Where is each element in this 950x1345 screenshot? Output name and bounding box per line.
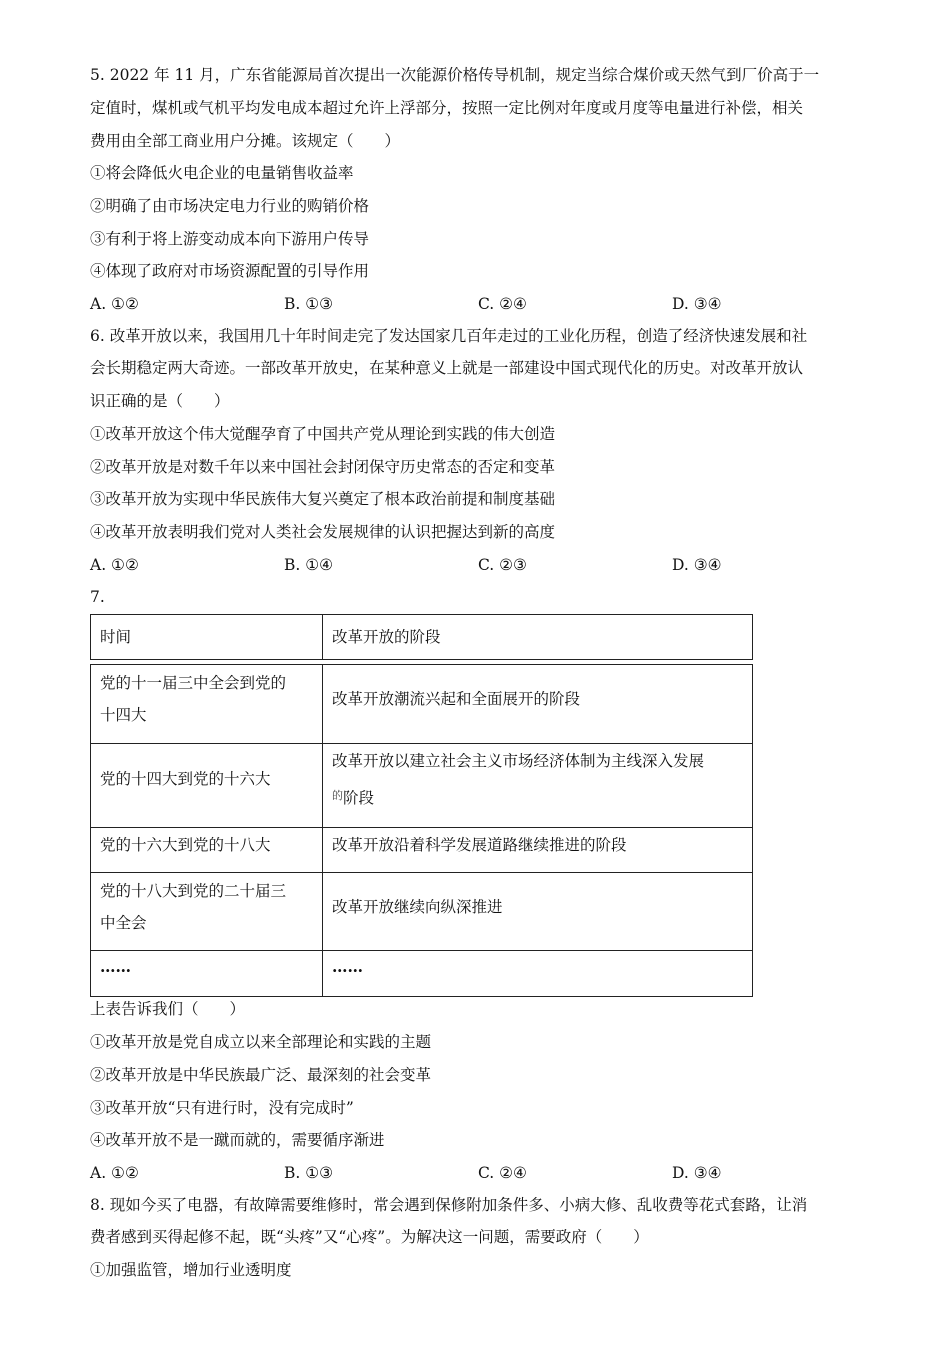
- q7-row1-time-line2: 十四大: [100, 706, 147, 724]
- table-row-divider: [91, 950, 752, 951]
- q8-item-1: ①加强监管，增加行业透明度: [90, 1261, 292, 1279]
- q7-row5-stage: ……: [332, 957, 363, 976]
- table-row-divider: [91, 872, 752, 873]
- q6-option-c[interactable]: C. ②③: [478, 556, 527, 574]
- q7-header-stage: 改革开放的阶段: [332, 628, 441, 646]
- q7-header-time: 时间: [100, 628, 132, 646]
- q7-row1-time-line1: 党的十一届三中全会到党的: [100, 674, 287, 692]
- q6-item-1: ①改革开放这个伟大觉醒孕育了中国共产党从理论到实践的伟大创造: [90, 425, 556, 443]
- q6-stem-line-1: 6. 改革开放以来，我国用几十年时间走完了发达国家几百年走过的工业化历程，创造了经济快速发展和社: [90, 327, 808, 345]
- q5-item-2: ②明确了由市场决定电力行业的购销价格: [90, 197, 370, 215]
- table-row-divider: [91, 743, 752, 744]
- q8-stem-line-1: 8. 现如今买了电器，有故障需要维修时，常会遇到保修附加条件多、小病大修、乱收费等花式套路，让消: [90, 1196, 808, 1214]
- q7-row4-time-line2: 中全会: [100, 914, 147, 932]
- table-row-divider: [91, 827, 752, 828]
- table-divider: [322, 665, 323, 996]
- q5-item-1: ①将会降低火电企业的电量销售收益率: [90, 164, 354, 182]
- q7-item-4: ④改革开放不是一蹴而就的，需要循序渐进: [90, 1131, 385, 1149]
- q6-option-a[interactable]: A. ①②: [90, 556, 139, 574]
- q7-row2-time: 党的十四大到党的十六大: [100, 770, 271, 788]
- q5-option-a[interactable]: A. ①②: [90, 295, 139, 313]
- q6-stem-line-3: 识正确的是（ ）: [90, 392, 230, 410]
- q7-number: 7.: [90, 588, 105, 606]
- q7-row2-stage-line2-text: 阶段: [343, 789, 375, 807]
- table-divider: [322, 615, 323, 659]
- q6-item-4: ④改革开放表明我们党对人类社会发展规律的认识把握达到新的高度: [90, 523, 556, 541]
- q7-row1-stage: 改革开放潮流兴起和全面展开的阶段: [332, 690, 581, 708]
- q5-stem-line-1: 5. 2022 年 11 月，广东省能源局首次提出一次能源价格传导机制，规定当综合煤价或天然气到厂价高于一: [90, 66, 820, 84]
- q5-option-c[interactable]: C. ②④: [478, 295, 527, 313]
- q7-row3-stage: 改革开放沿着科学发展道路继续推进的阶段: [332, 836, 627, 854]
- q5-option-d[interactable]: D. ③④: [672, 295, 722, 313]
- q6-item-3: ③改革开放为实现中华民族伟大复兴奠定了根本政治前提和制度基础: [90, 490, 556, 508]
- q5-item-4: ④体现了政府对市场资源配置的引导作用: [90, 262, 370, 280]
- q6-stem-line-2: 会长期稳定两大奇迹。一部改革开放史，在某种意义上就是一部建设中国式现代化的历史。对改革开放认: [90, 359, 804, 377]
- q6-option-d[interactable]: D. ③④: [672, 556, 722, 574]
- q6-option-b[interactable]: B. ①④: [284, 556, 334, 574]
- q5-stem-line-3: 费用由全部工商业用户分摊。该规定（ ）: [90, 132, 401, 150]
- q7-option-a[interactable]: A. ①②: [90, 1164, 139, 1182]
- q7-row3-time: 党的十六大到党的十八大: [100, 836, 271, 854]
- q7-row5-time: ……: [100, 957, 131, 976]
- q7-option-d[interactable]: D. ③④: [672, 1164, 722, 1182]
- q7-item-2: ②改革开放是中华民族最广泛、最深刻的社会变革: [90, 1066, 432, 1084]
- q5-option-b[interactable]: B. ①③: [284, 295, 334, 313]
- q5-stem-line-2: 定值时，煤机或气机平均发电成本超过允许上浮部分，按照一定比例对年度或月度等电量进行补偿，相关: [90, 99, 804, 117]
- q7-row4-stage: 改革开放继续向纵深推进: [332, 898, 503, 916]
- q5-item-3: ③有利于将上游变动成本向下游用户传导: [90, 230, 370, 248]
- q7-row2-stage-line2: [332, 783, 374, 815]
- q7-stem: 上表告诉我们（ ）: [90, 1000, 246, 1018]
- q7-item-1: ①改革开放是党自成立以来全部理论和实践的主题: [90, 1033, 432, 1051]
- q7-item-3: ③改革开放“只有进行时，没有完成时”: [90, 1099, 354, 1117]
- q7-row4-time-line1: 党的十八大到党的二十届三: [100, 882, 287, 900]
- q8-stem-line-2: 费者感到买得起修不起，既“头疼”又“心疼”。为解决这一问题，需要政府（ ）: [90, 1228, 649, 1246]
- q7-option-b[interactable]: B. ①③: [284, 1164, 334, 1182]
- q7-option-c[interactable]: C. ②④: [478, 1164, 527, 1182]
- q7-table-body: [90, 664, 753, 997]
- q7-table-header: [90, 614, 753, 660]
- q6-item-2: ②改革开放是对数千年以来中国社会封闭保守历史常态的否定和变革: [90, 458, 556, 476]
- q7-row2-stage-mark: 的: [332, 789, 343, 802]
- q7-row2-stage-line1: 改革开放以建立社会主义市场经济体制为主线深入发展: [332, 752, 705, 770]
